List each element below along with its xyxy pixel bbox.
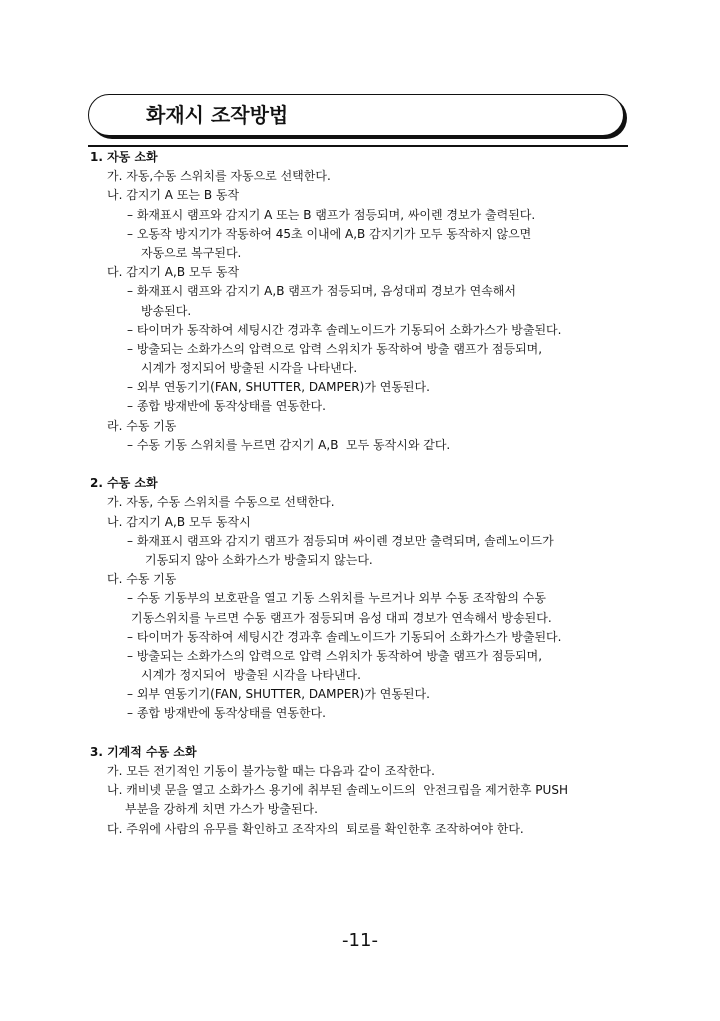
bullet-continuation: 기동되지 않아 소화가스가 방출되지 않는다. (145, 552, 373, 567)
bullet-line: – 수동 기동부의 보호판을 열고 기동 스위치를 누르거나 외부 수동 조작함의 수동 (127, 591, 546, 606)
section-heading: 3. 기계적 수동 소화 (90, 744, 197, 759)
section-mechanical-manual-extinguish (0, 743, 720, 839)
bullet-continuation: 자동으로 복구된다. (141, 245, 242, 260)
list-item-label: 나. 캐비넷 문을 열고 소화가스 용기에 취부된 솔레노이드의 안전크립을 제거한후 PUSH (107, 783, 568, 798)
document-body (0, 148, 720, 858)
bullet-line: – 외부 연동기기(FAN, SHUTTER, DAMPER)가 연동된다. (127, 687, 430, 702)
bullet-line: – 종합 방재반에 동작상태를 연동한다. (127, 706, 326, 721)
list-item-label: 다. 감지기 A,B 모두 동작 (107, 265, 240, 280)
bullet-continuation: 기동스위치를 누르면 수동 램프가 점등되며 음성 대피 경보가 연속해서 방송된다. (131, 610, 552, 625)
bullet-line: – 외부 연동기기(FAN, SHUTTER, DAMPER)가 연동된다. (127, 380, 430, 395)
page-number: -11- (342, 930, 378, 951)
title-box (88, 94, 624, 136)
bullet-line: – 타이머가 동작하여 세팅시간 경과후 솔레노이드가 기동되어 소화가스가 방출된다. (127, 629, 562, 644)
bullet-continuation: 방송된다. (141, 303, 192, 318)
section-manual-extinguish (0, 474, 720, 723)
title-divider (88, 145, 628, 147)
bullet-line: – 종합 방재반에 동작상태를 연동한다. (127, 399, 326, 414)
list-item-label: 가. 자동,수동 스위치를 자동으로 선택한다. (107, 169, 331, 184)
bullet-continuation: 시계가 정지되어 방출된 시각을 나타낸다. (141, 361, 358, 376)
bullet-line: – 화재표시 램프와 감지기 A 또는 B 램프가 점등되며, 싸이렌 경보가 출력된다. (127, 207, 536, 222)
bullet-continuation: 시계가 정지되어 방출된 시각을 나타낸다. (141, 668, 361, 683)
bullet-line: – 방출되는 소화가스의 압력으로 압력 스위치가 동작하여 방출 램프가 점등되며, (127, 648, 543, 663)
list-item-label: 다. 수동 기동 (107, 572, 177, 587)
list-item-label: 가. 모든 전기적인 기동이 불가능할 때는 다음과 같이 조작한다. (107, 764, 435, 778)
section-auto-extinguish (0, 148, 720, 455)
list-item-label: 나. 감지기 A 또는 B 동작 (107, 188, 240, 203)
bullet-line: – 타이머가 동작하여 세팅시간 경과후 솔레노이드가 기동되어 소화가스가 방출된다. (127, 322, 562, 337)
list-item-label: 다. 주위에 사람의 유무를 확인하고 조작자의 퇴로를 확인한후 조작하여야 한다. (107, 821, 524, 836)
section-heading: 1. 자동 소화 (90, 150, 158, 164)
bullet-line: – 화재표시 램프와 감지기 A,B 램프가 점등되며, 음성대피 경보가 연속해서 (127, 284, 516, 299)
bullet-line: – 수동 기동 스위치를 누르면 감지기 A,B 모두 동작시와 같다. (127, 437, 451, 452)
page-title: 화재시 조작방법 (146, 103, 289, 127)
list-item-label: 라. 수동 기동 (107, 418, 177, 433)
bullet-line: – 오동작 방지기가 작동하여 45초 이내에 A,B 감지기가 모두 동작하지 않으면 (127, 226, 532, 241)
list-item-label: 가. 자동, 수동 스위치를 수동으로 선택한다. (107, 495, 335, 510)
bullet-line: – 방출되는 소화가스의 압력으로 압력 스위치가 동작하여 방출 램프가 점등되며, (127, 341, 543, 356)
list-item-label: 나. 감지기 A,B 모두 동작시 (107, 514, 251, 529)
list-item-continuation: 부분을 강하게 치면 가스가 방출된다. (125, 802, 318, 817)
section-heading: 2. 수동 소화 (90, 476, 158, 491)
bullet-line: – 화재표시 램프와 감지기 램프가 점등되며 싸이렌 경보만 출력되며, 솔레노이드가 (127, 533, 554, 548)
